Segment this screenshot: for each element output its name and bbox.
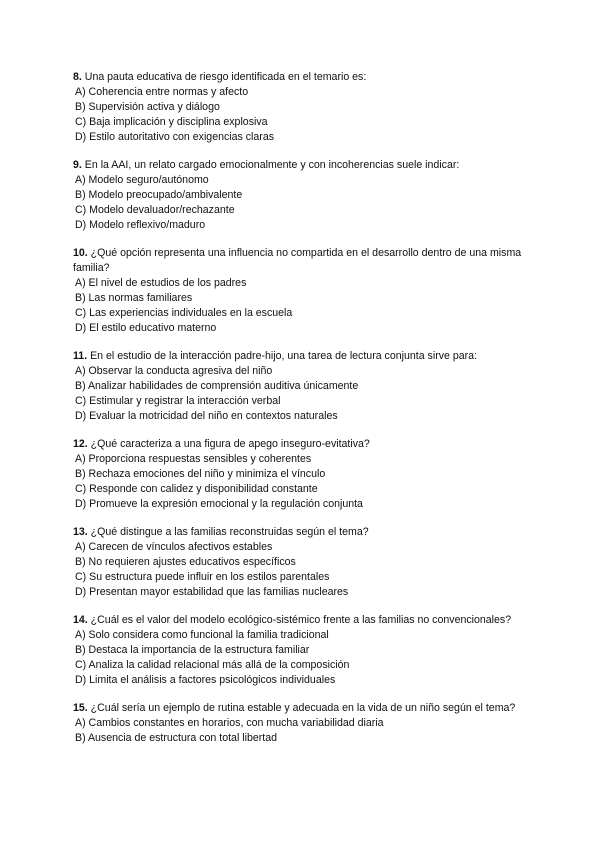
question-14 [73,613,533,688]
answer-option: C) Responde con calidez y disponibilidad constante [75,483,318,495]
question-12 [73,437,533,512]
question-15 [73,701,533,746]
answer-option: D) Modelo reflexivo/maduro [75,219,206,231]
answer-option: D) Evaluar la motricidad del niño en contextos naturales [75,410,338,422]
question-text: Una pauta educativa de riesgo identificada en el temario es: [81,71,367,83]
answer-option: B) Modelo preocupado/ambivalente [75,189,243,201]
question-9 [73,158,533,233]
question-stem [73,613,533,628]
question-8 [73,70,533,145]
question-text: ¿Qué opción representa una influencia no compartida en el desarrollo dentro de una misma familia? [73,247,522,274]
question-stem [73,70,533,85]
question-number: 14. [73,614,88,626]
question-list [73,70,533,759]
question-stem [73,246,533,276]
question-number: 8. [73,71,82,83]
answer-option: B) Destaca la importancia de la estructura familiar [75,644,310,656]
answer-option: C) Baja implicación y disciplina explosiva [75,116,268,128]
answer-option: B) Rechaza emociones del niño y minimiza el vínculo [75,468,326,480]
answer-option: D) Promueve la expresión emocional y la regulación conjunta [75,498,363,510]
answer-option: D) Estilo autoritativo con exigencias claras [75,131,275,143]
answer-option: C) Modelo devaluador/rechazante [75,204,235,216]
answer-option: D) El estilo educativo materno [75,322,217,334]
question-number: 11. [73,350,88,362]
question-text: ¿Cuál es el valor del modelo ecológico-sistémico frente a las familias no convencionales? [87,614,512,626]
answer-option: A) El nivel de estudios de los padres [75,277,247,289]
question-stem [73,701,533,716]
question-number: 10. [73,247,88,259]
answer-option: A) Carecen de vínculos afectivos estables [75,541,273,553]
question-stem [73,525,533,540]
question-stem [73,437,533,452]
answer-option: A) Coherencia entre normas y afecto [75,86,249,98]
question-11 [73,349,533,424]
question-13 [73,525,533,600]
answer-option: B) No requieren ajustes educativos específicos [75,556,296,568]
answer-option: B) Ausencia de estructura con total libertad [75,732,277,744]
answer-option: A) Proporciona respuestas sensibles y coherentes [75,453,312,465]
answer-option: D) Limita el análisis a factores psicológicos individuales [75,674,336,686]
question-number: 12. [73,438,88,450]
answer-option: C) Estimular y registrar la interacción verbal [75,395,281,407]
question-number: 15. [73,702,88,714]
answer-option: A) Observar la conducta agresiva del niño [75,365,273,377]
question-stem [73,349,533,364]
answer-option: C) Su estructura puede influir en los estilos parentales [75,571,330,583]
answer-option: C) Las experiencias individuales en la escuela [75,307,293,319]
answer-option: B) Las normas familiares [75,292,193,304]
answer-option: C) Analiza la calidad relacional más allá de la composición [75,659,350,671]
answer-option: B) Analizar habilidades de comprensión auditiva únicamente [75,380,359,392]
answer-option: A) Cambios constantes en horarios, con mucha variabilidad diaria [75,717,384,729]
question-text: ¿Qué distingue a las familias reconstruidas según el tema? [87,526,369,538]
answer-option: D) Presentan mayor estabilidad que las familias nucleares [75,586,349,598]
question-10 [73,246,533,336]
question-text: En la AAI, un relato cargado emocionalmente y con incoherencias suele indicar: [81,159,460,171]
question-text: En el estudio de la interacción padre-hijo, una tarea de lectura conjunta sirve para: [87,350,478,362]
answer-option: B) Supervisión activa y diálogo [75,101,220,113]
answer-option: A) Solo considera como funcional la familia tradicional [75,629,329,641]
question-text: ¿Qué caracteriza a una figura de apego inseguro-evitativa? [87,438,370,450]
question-number: 9. [73,159,82,171]
answer-option: A) Modelo seguro/autónomo [75,174,209,186]
question-stem [73,158,533,173]
question-number: 13. [73,526,88,538]
question-text: ¿Cuál sería un ejemplo de rutina estable y adecuada en la vida de un niño según el tema? [87,702,516,714]
